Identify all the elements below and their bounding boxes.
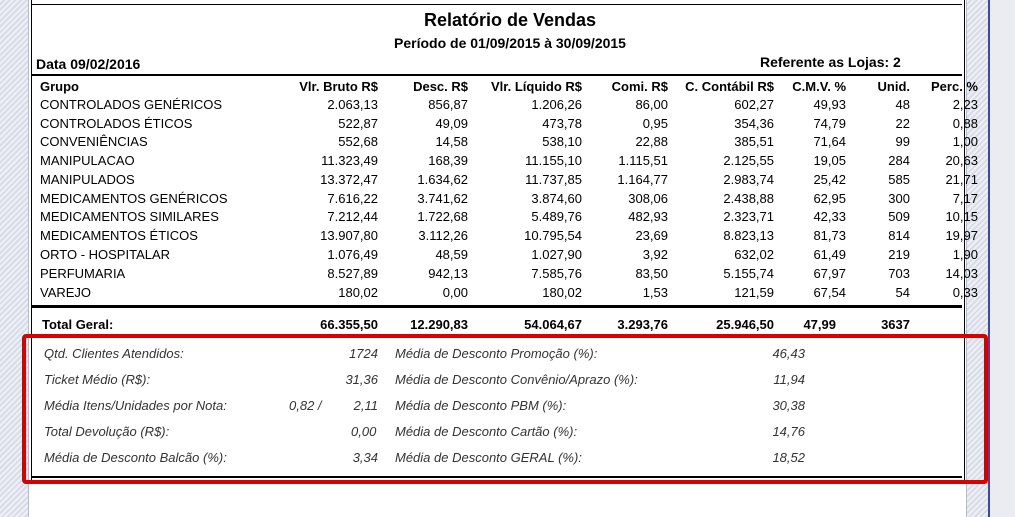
cell-cmv: 25,42	[813, 172, 846, 187]
table-row	[0, 228, 1015, 247]
cell-desc: 0,00	[442, 285, 468, 300]
cell-contabil: 2.125,55	[723, 153, 774, 168]
cell-perc: 1,00	[952, 134, 978, 149]
cell-unid: 284	[888, 153, 910, 168]
col-header-contabil: C. Contábil R$	[685, 79, 774, 94]
cell-comi: 1,53	[642, 285, 668, 300]
summary-label: Média de Desconto PBM (%):	[395, 398, 567, 413]
cell-bruto: 7.212,44	[327, 209, 378, 224]
cell-grupo: CONTROLADOS ÉTICOS	[40, 116, 193, 131]
cell-desc: 1.634,62	[417, 172, 468, 187]
total-unid: 3637	[881, 317, 910, 332]
cell-liquido: 11.155,10	[525, 153, 582, 168]
cell-contabil: 2.983,74	[723, 172, 774, 187]
cell-grupo: PERFUMARIA	[40, 266, 126, 281]
cell-perc: 0,33	[952, 285, 978, 300]
table-row	[0, 97, 1015, 116]
table-row	[0, 134, 1015, 153]
cell-bruto: 2.063,13	[327, 97, 378, 112]
summary-value: 2,11	[353, 398, 378, 413]
cell-cmv: 42,33	[813, 209, 846, 224]
cell-perc: 0,88	[952, 116, 978, 131]
cell-bruto: 552,68	[338, 134, 378, 149]
cell-comi: 0,95	[642, 116, 668, 131]
cell-comi: 308,06	[628, 191, 668, 206]
cell-unid: 814	[888, 228, 910, 243]
cell-comi: 1.164,77	[617, 172, 668, 187]
summary-label: Média de Desconto Promoção (%):	[395, 346, 598, 361]
cell-cmv: 74,79	[813, 116, 846, 131]
cell-bruto: 180,02	[338, 285, 378, 300]
cell-bruto: 8.527,89	[327, 266, 378, 281]
cell-comi: 1.115,51	[618, 153, 668, 168]
cell-grupo: MEDICAMENTOS SIMILARES	[40, 209, 219, 224]
summary-value: 11,94	[773, 372, 805, 387]
cell-contabil: 602,27	[734, 97, 774, 112]
total-contabil: 25.946,50	[716, 317, 774, 332]
cell-desc: 48,59	[435, 247, 468, 262]
summary-label: Ticket Médio (R$):	[44, 372, 151, 387]
summary-value: 18,52	[772, 450, 805, 465]
table-row	[0, 172, 1015, 191]
report-title: Relatório de Vendas	[423, 10, 597, 30]
cell-comi: 482,93	[628, 209, 668, 224]
cell-contabil: 5.155,74	[723, 266, 774, 281]
cell-cmv: 61,49	[813, 247, 846, 262]
cell-desc: 1.722,68	[417, 209, 468, 224]
table-row	[0, 209, 1015, 228]
cell-perc: 20,63	[945, 153, 978, 168]
table-row	[0, 153, 1015, 172]
cell-liquido: 3.874,60	[531, 191, 582, 206]
cell-perc: 19,97	[945, 228, 978, 243]
cell-liquido: 7.585,76	[531, 266, 582, 281]
cell-contabil: 632,02	[734, 247, 774, 262]
cell-perc: 10,15	[945, 209, 978, 224]
cell-contabil: 121,59	[734, 285, 774, 300]
cell-unid: 509	[888, 209, 910, 224]
cell-comi: 86,00	[635, 97, 668, 112]
cell-cmv: 67,54	[813, 285, 846, 300]
summary-label: Média de Desconto Cartão (%):	[395, 424, 578, 439]
cell-liquido: 538,10	[542, 134, 582, 149]
summary-value: 14,76	[772, 424, 805, 439]
cell-cmv: 19,05	[813, 153, 846, 168]
cell-liquido: 1.027,90	[531, 247, 582, 262]
cell-unid: 703	[888, 266, 910, 281]
total-liquido: 54.064,67	[524, 317, 582, 332]
cell-bruto: 13.907,80	[320, 228, 378, 243]
cell-contabil: 8.823,13	[723, 228, 774, 243]
cell-comi: 3,92	[642, 247, 668, 262]
cell-perc: 2,23	[952, 97, 978, 112]
cell-unid: 300	[888, 191, 910, 206]
cell-liquido: 11.737,85	[525, 172, 582, 187]
summary-value: 46,43	[772, 346, 805, 361]
cell-bruto: 11.323,49	[321, 153, 378, 168]
cell-bruto: 13.372,47	[320, 172, 378, 187]
cell-perc: 7,17	[952, 191, 978, 206]
cell-desc: 49,09	[435, 116, 468, 131]
summary-extra-value: 0,82 /	[289, 398, 322, 413]
total-desc: 12.290,83	[410, 317, 468, 332]
col-header-cmv: C.M.V. %	[792, 79, 846, 94]
total-rule	[32, 305, 962, 308]
cell-grupo: CONVENIÊNCIAS	[40, 134, 148, 149]
table-row	[0, 116, 1015, 135]
report-period: Período de 01/09/2015 à 30/09/2015	[394, 35, 626, 51]
cell-contabil: 2.438,88	[723, 191, 774, 206]
col-header-liquido: Vlr. Líquido R$	[490, 79, 582, 94]
col-header-perc: Perc. %	[931, 79, 978, 94]
report-date: Data 09/02/2016	[36, 56, 141, 72]
summary-label: Média de Desconto Convênio/Aprazo (%):	[395, 372, 638, 387]
table-row	[0, 247, 1015, 266]
cell-desc: 168,39	[428, 153, 468, 168]
cell-liquido: 1.206,26	[531, 97, 582, 112]
top-border	[32, 4, 962, 5]
cell-liquido: 473,78	[542, 116, 582, 131]
cell-unid: 48	[895, 97, 910, 112]
total-cmv: 47,99	[803, 317, 836, 332]
table-header	[0, 79, 1015, 98]
cell-grupo: ORTO - HOSPITALAR	[40, 247, 171, 262]
cell-grupo: VAREJO	[40, 285, 92, 300]
col-header-unid: Unid.	[877, 79, 910, 94]
cell-comi: 23,69	[635, 228, 668, 243]
summary-value: 31,36	[345, 372, 378, 387]
header-rule	[32, 74, 962, 76]
table-row	[0, 191, 1015, 210]
summary-label: Média de Desconto Balcão (%):	[44, 450, 227, 465]
cell-perc: 1,90	[952, 247, 978, 262]
summary-label: Média de Desconto GERAL (%):	[395, 450, 582, 465]
cell-perc: 14,03	[945, 266, 978, 281]
summary-label: Total Devolução (R$):	[44, 424, 170, 439]
cell-unid: 22	[895, 116, 910, 131]
cell-cmv: 49,93	[813, 97, 846, 112]
cell-grupo: MANIPULACAO	[40, 153, 135, 168]
cell-cmv: 62,95	[813, 191, 846, 206]
summary-label: Média Itens/Unidades por Nota:	[44, 398, 227, 413]
col-header-desc: Desc. R$	[413, 79, 468, 94]
cell-desc: 3.741,62	[417, 191, 468, 206]
cell-liquido: 180,02	[542, 285, 582, 300]
cell-grupo: MEDICAMENTOS GENÉRICOS	[40, 191, 228, 206]
summary-value: 1724	[349, 346, 378, 361]
cell-cmv: 67,97	[813, 266, 846, 281]
cell-perc: 21,71	[945, 172, 978, 187]
cell-grupo: MEDICAMENTOS ÉTICOS	[40, 228, 198, 243]
cell-bruto: 1.076,49	[327, 247, 378, 262]
cell-comi: 22,88	[635, 134, 668, 149]
cell-grupo: CONTROLADOS GENÉRICOS	[40, 97, 223, 112]
cell-cmv: 71,64	[813, 134, 846, 149]
total-bruto: 66.355,50	[320, 317, 378, 332]
cell-liquido: 5.489,76	[531, 209, 582, 224]
total-label: Total Geral:	[42, 317, 114, 332]
cell-unid: 585	[888, 172, 910, 187]
cell-contabil: 354,36	[734, 116, 774, 131]
table-row	[0, 266, 1015, 285]
cell-bruto: 522,87	[338, 116, 378, 131]
cell-desc: 942,13	[428, 266, 468, 281]
col-header-bruto: Vlr. Bruto R$	[299, 79, 378, 94]
summary-value: 30,38	[772, 398, 805, 413]
cell-liquido: 10.795,54	[524, 228, 582, 243]
cell-desc: 856,87	[428, 97, 468, 112]
cell-unid: 99	[895, 134, 910, 149]
total-comi: 3.293,76	[617, 317, 668, 332]
col-header-comi: Comi. R$	[611, 79, 668, 94]
summary-label: Qtd. Clientes Atendidos:	[44, 346, 184, 361]
cell-grupo: MANIPULADOS	[40, 172, 135, 187]
cell-comi: 83,50	[635, 266, 668, 281]
summary-value: 0,00	[351, 424, 377, 439]
table-row	[0, 285, 1015, 304]
cell-cmv: 81,73	[813, 228, 846, 243]
col-header-grupo: Grupo	[40, 79, 79, 94]
cell-contabil: 2.323,71	[723, 209, 774, 224]
cell-desc: 3.112,26	[418, 228, 468, 243]
cell-desc: 14,58	[435, 134, 468, 149]
report-stores: Referente as Lojas: 2	[760, 54, 901, 70]
cell-contabil: 385,51	[734, 134, 774, 149]
summary-value: 3,34	[352, 450, 378, 465]
cell-bruto: 7.616,22	[327, 191, 378, 206]
cell-unid: 219	[888, 247, 910, 262]
cell-unid: 54	[895, 285, 910, 300]
